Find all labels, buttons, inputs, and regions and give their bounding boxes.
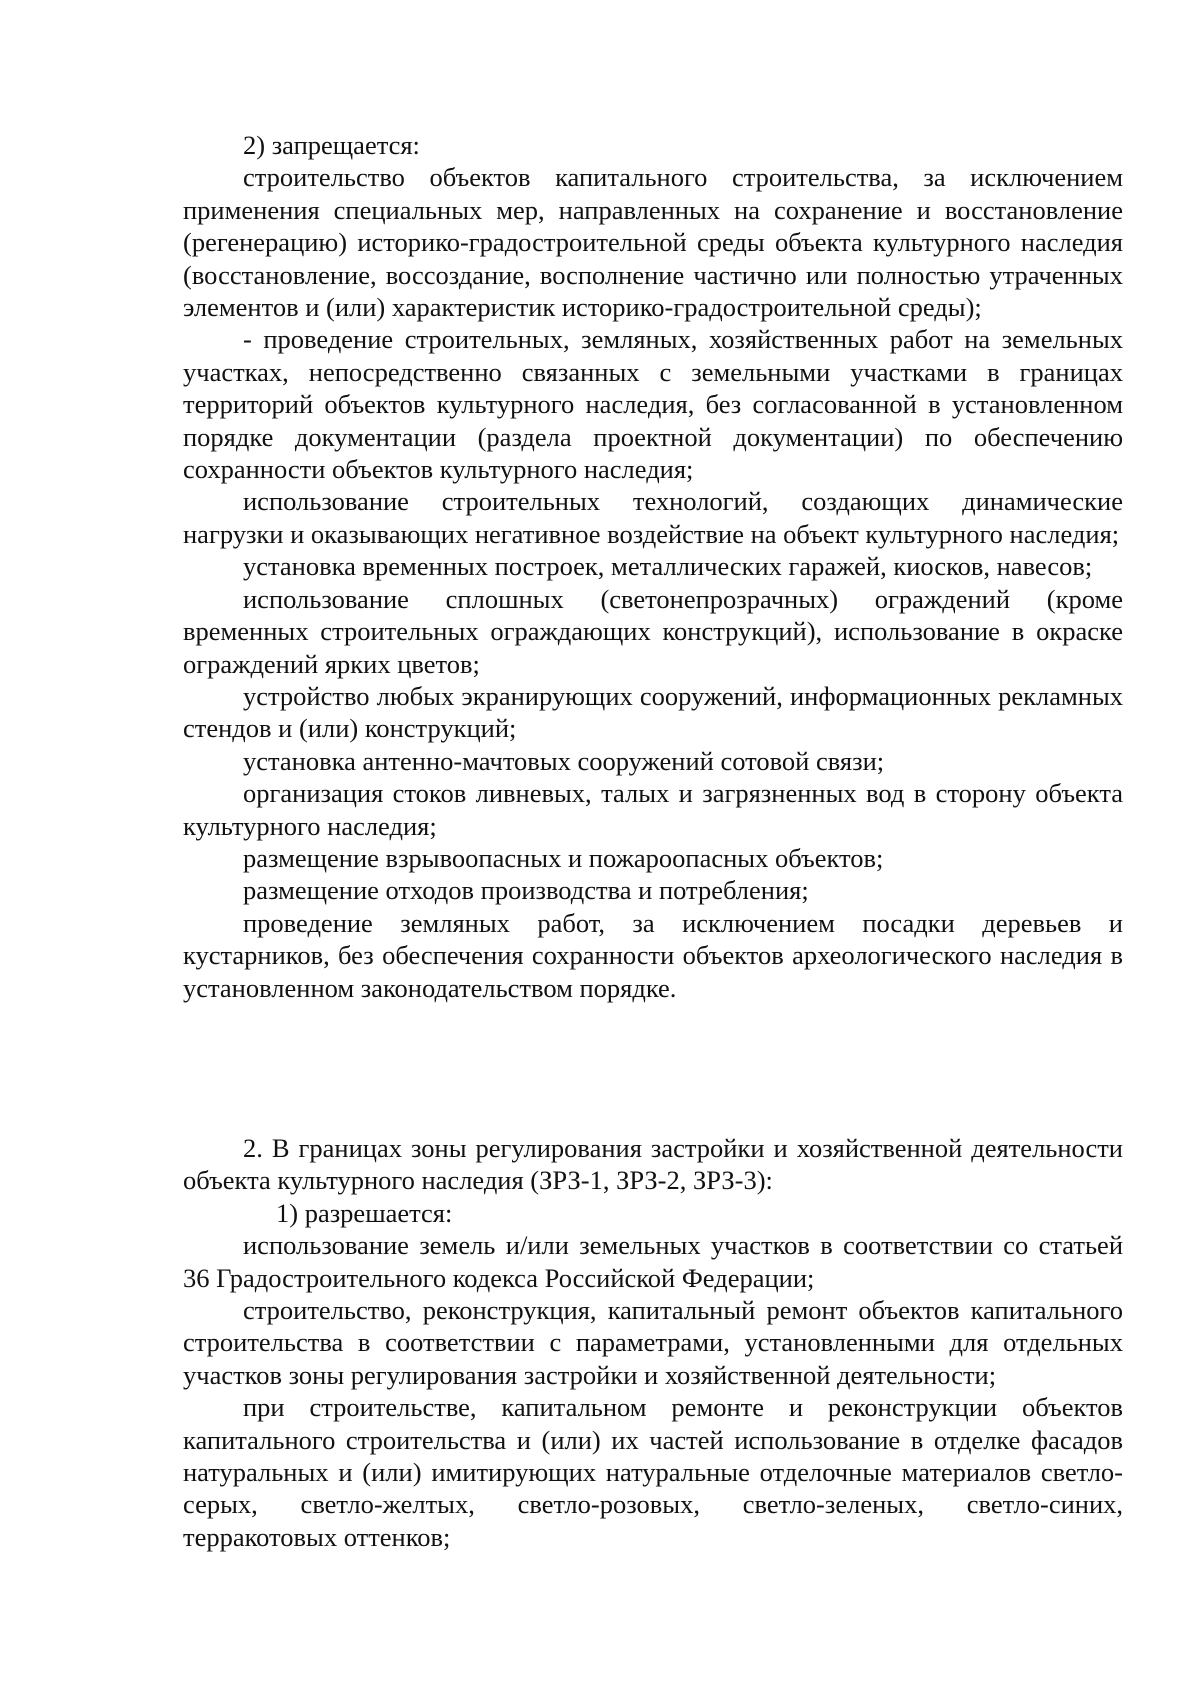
list-item: - проведение строительных, земляных, хозяйственных работ на земельных участках, непосредственно связанных с земельными участками в границах территорий объектов культурного наследия, без согласованной в установленном порядке документации (раздела проектной документации) по обеспечению сохранности объектов культурного наследия; xyxy=(183,324,1123,485)
subheading-permitted: 1) разрешается: xyxy=(276,1197,453,1228)
prohibitions-block xyxy=(183,129,1123,1004)
list-item: размещение отходов производства и потребления; xyxy=(243,875,809,906)
list-item: строительство объектов капитального строительства, за исключением применения специальных мер, направленных на сохранение и восстановление (регенерацию) историко-градостроительной среды объекта культурного наследия (восстановление, воссоздание, восполнение частично или полностью утраченных элементов и (или) характеристик историко-градостроительной среды); xyxy=(183,162,1123,323)
list-item: использование сплошных (светонепрозрачных) ограждений (кроме временных строительных ограждающих конструкций), использование в окраске ограждений ярких цветов; xyxy=(183,583,1123,679)
list-item: использование земель и/или земельных участков в соответствии со статьей 36 Градостроительного кодекса Российской Федерации; xyxy=(183,1230,1123,1293)
list-item: организация стоков ливневых, талых и загрязненных вод в сторону объекта культурного наследия; xyxy=(183,778,1123,841)
list-item: проведение земляных работ, за исключением посадки деревьев и кустарников, без обеспечения сохранности объектов археологического наследия в установленном законодательством порядке. xyxy=(183,907,1123,1003)
list-item: устройство любых экранирующих сооружений, информационных рекламных стендов и (или) конструкций; xyxy=(183,680,1123,744)
subheading-prohibited: 2) запрещается: xyxy=(243,130,420,160)
list-item: использование строительных технологий, создающих динамические нагрузки и оказывающих негативное воздействие на объект культурного наследия; xyxy=(183,486,1123,549)
list-item: при строительстве, капитальном ремонте и реконструкции объектов капитального строительства и (или) их частей использование в отделке фасадов натуральных и (или) имитирующих натуральные отделочные материалов светло-серых, светло-желтых, светло-розовых, светло-зеленых, светло-синих, терракотовых оттенков; xyxy=(183,1392,1123,1552)
list-item: размещение взрывоопасных и пожароопасных объектов; xyxy=(243,842,884,873)
list-item: строительство, реконструкция, капитальный ремонт объектов капитального строительства в соответствии с параметрами, установленными для отдельных участков зоны регулирования застройки и хозяйственной деятельности; xyxy=(183,1295,1123,1390)
zone-regulation-block xyxy=(183,1132,1123,1553)
section-heading: 2. В границах зоны регулирования застройки и хозяйственной деятельности объекта культурного наследия (ЗРЗ-1, ЗРЗ-2, ЗРЗ-3): xyxy=(183,1133,1123,1196)
list-item: установка антенно-мачтовых сооружений сотовой связи; xyxy=(243,745,885,776)
list-item: установка временных построек, металлических гаражей, киосков, навесов; xyxy=(243,551,1093,582)
